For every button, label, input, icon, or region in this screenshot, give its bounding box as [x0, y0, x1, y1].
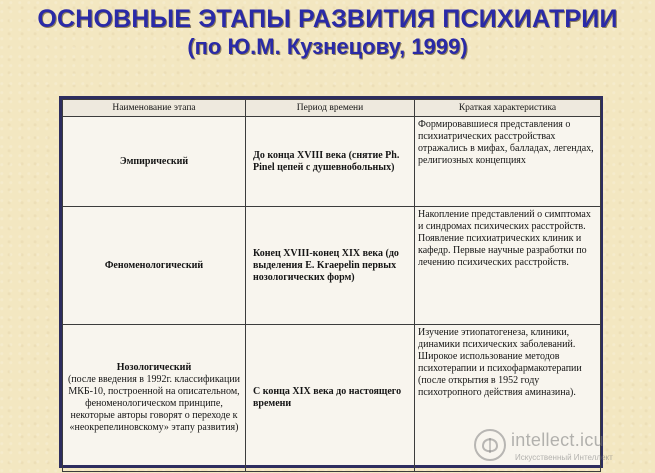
title-line-1: ОСНОВНЫЕ ЭТАПЫ РАЗВИТИЯ ПСИХИАТРИИ — [37, 5, 618, 33]
description-cell: Формировавшиеся представления о психиатрических расстройствах отражались в мифах, балладах, легендах, религиозных концепциях — [415, 117, 601, 207]
stage-name: Нозологический — [116, 362, 192, 373]
stage-cell — [63, 117, 246, 207]
header-period: Период времени — [246, 100, 415, 117]
stage-cell — [63, 207, 246, 325]
stage-name: Феноменологический — [104, 259, 204, 271]
slide-title — [0, 6, 655, 58]
title-line-2: (по Ю.М. Кузнецову, 1999) — [187, 34, 468, 60]
table-row — [63, 117, 601, 207]
watermark-subtext: Искусственный Интеллект — [515, 453, 613, 462]
period-cell: До конца XVIII века (снятие Ph. Pinel цепей с душевнобольных) — [246, 117, 415, 207]
period-cell: С конца XIX века до настоящего времени — [246, 325, 415, 472]
stage-cell — [63, 325, 246, 472]
description-cell: Накопление представлений о симптомах и синдромах психических расстройств. Появление психиатрических клиник и кафедр. Первые научные разработки по лечению психических расстройств. — [415, 207, 601, 325]
description-cell: Изучение этиопатогенеза, клиники, динамики психических заболеваний. Широкое использование методов психотерапии и психофармакотерапии (после открытия в 1952 году психотропного действия аминазина). — [415, 325, 601, 472]
header-description: Краткая характеристика — [415, 100, 601, 117]
table-row — [63, 325, 601, 472]
table-row — [63, 207, 601, 325]
period-cell: Конец XVIII-конец XIX века (до выделения E. Kraepelin первых нозологических форм) — [246, 207, 415, 325]
stages-table — [62, 99, 601, 472]
stage-name: Эмпирический — [119, 155, 189, 167]
header-stage-name: Наименование этапа — [63, 100, 246, 117]
stage-note: (после введения в 1992г. классификации МКБ-10, построенной на описательном, феноменологическом принципе, некоторые авторы говорят о переходе к «неокрепелиновскому» этапу развития) — [67, 374, 241, 433]
stages-table-container — [59, 96, 603, 468]
watermark-text: intellect.icu — [511, 430, 604, 450]
table-header-row — [63, 100, 601, 117]
